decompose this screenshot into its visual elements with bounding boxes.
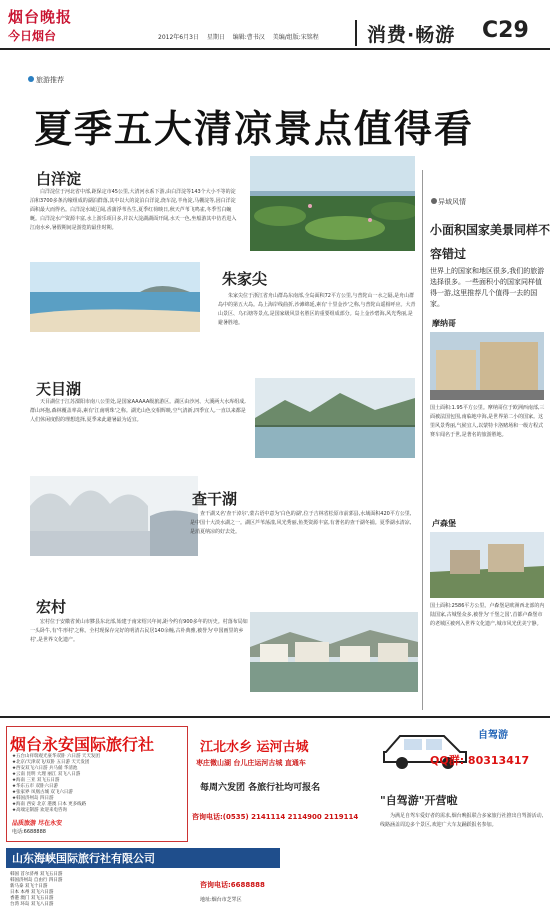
column-lead: 世界上的国家和地区很多,我们的旅游选择很多。一些面积小的国家同样值得一游,这里推荐几个值得一去的国家。 — [430, 267, 545, 308]
subhead-monaco: 摩纳哥 — [432, 319, 456, 328]
ad-route: 韩国济州岛 自由行 四日游 — [10, 878, 63, 883]
ad-route: ★五台山祥瑞观光豪华双卧 六日游 天天发团 — [12, 754, 100, 759]
column-divider — [422, 170, 423, 710]
ad-route: ★海南 三亚 双飞五日游 — [12, 778, 60, 783]
ad-route: ★海南 西安 北京 港澳 日本 更多线路 — [12, 802, 87, 807]
issue-weekday: 星期日 — [206, 34, 225, 41]
ad-route-list — [12, 754, 184, 814]
ad-route: 新马泰 双飞十日游 — [10, 884, 48, 889]
page-number: C29 — [482, 18, 529, 43]
spot-title: 朱家尖 — [222, 270, 268, 288]
spot-title: 宏村 — [36, 598, 67, 616]
designer: 美编/组版:宋铭程 — [272, 34, 319, 41]
ad-slogan: 品质旅游 尽在永安 — [12, 820, 63, 827]
spot-title: 查干湖 — [192, 490, 238, 508]
ad-route-list — [10, 872, 190, 908]
frosted-trees-photo — [30, 476, 198, 556]
ad-phone: 咨询电话:(0535) 2141114 2114900 2119114 — [192, 813, 359, 821]
ancient-village-photo — [250, 612, 418, 692]
ad-route: ★韩国济州岛 四日游 — [12, 796, 54, 801]
luxembourg-photo — [430, 532, 544, 598]
monaco-caption: 国土面积:1.95平方公里。摩纳哥位于欧洲西南部,三面被法国包围,南临地中海,是世界第二小的国家。这里风景秀丽,气候宜人,以蒙特卡洛赌场和一级方程式赛车闻名于世,是著名的旅游胜地。 — [430, 405, 545, 438]
self-drive-logo: 自驾游 — [478, 730, 508, 741]
newspaper-logo: 烟台晚报 — [8, 8, 73, 26]
ad-phone: 咨询电话:6688888 — [200, 881, 265, 889]
ad-route: ★张家界 凤凰古城 双飞六日游 — [12, 790, 73, 795]
ad-route: 日本 本州 双飞六日游 — [10, 890, 54, 895]
page-meta — [158, 32, 325, 41]
ad-phone: 电话:6688888 — [12, 829, 46, 835]
spot-body: 查干湖又名'查干淖尔',蒙古语中意为'白色的湖',位于吉林省松原市前郭县,水域面积420平方公里,是中国十大淡水湖之一。湖区芦苇荡漾,风光秀丽,鱼类资源丰富,有著名的查干湖冬捕。夏季湖水清凉,是消夏纳凉的好去处。 — [190, 511, 412, 535]
kicker-dot-icon — [431, 198, 437, 204]
ad-title: 江北水乡 运河古城 — [200, 740, 309, 755]
ad-title: 烟台永安国际旅行社 — [10, 735, 155, 754]
ad-title: 山东海峡国际旅行社有限公司 — [12, 852, 155, 865]
monaco-photo — [430, 332, 544, 400]
spot-title: 天目湖 — [36, 380, 82, 398]
subhead-luxembourg: 卢森堡 — [432, 519, 456, 528]
ad-subtitle: 枣庄微山湖 台儿庄运河古城 直通车 — [196, 759, 306, 767]
spot-title: 白洋淀 — [36, 170, 82, 188]
article-headline: 夏季五大清凉景点值得看 — [34, 107, 475, 151]
column-kicker: 异域风情 — [438, 198, 466, 206]
beach-photo — [30, 262, 200, 332]
issue-date: 2012年6月3日 — [158, 34, 199, 41]
spot-body: 朱家尖位于浙江省舟山群岛东南部,全岛面积72平方公里,与普陀山一水之隔,是舟山群岛中的第五大岛。岛上海岸线曲折,沙滩绵延,素有'十里金沙'之称,与普陀山遥相呼应。大青山景区、乌石塘等景点,是国家级风景名胜区的重要组成部分。岛上金沙碧海,风光秀丽,是避暑胜地。 — [218, 293, 416, 326]
ad-route: ★西安双飞六日游 兵马俑 华清池 — [12, 766, 78, 771]
ad-route: ★云南 昆明 大理 丽江 双飞八日游 — [12, 772, 81, 777]
header-divider — [355, 20, 357, 46]
luxembourg-caption: 国土面积:2586平方公里。卢森堡是欧洲西北部的内陆国家,古城堡众多,被誉为'千堡之国',首都卢森堡市的老城区被列入世界文化遗产,城市风光优美宁静。 — [430, 603, 545, 627]
editor: 编辑:曹书汉 — [232, 34, 265, 41]
ad-route: 香港 澳门 双飞五日游 — [10, 896, 54, 901]
ad-address: 地址:烟台市芝罘区 — [200, 897, 242, 903]
lotus-lake-photo — [250, 156, 415, 251]
ad-route: 韩国 首尔济州 双飞五日游 — [10, 872, 63, 877]
bottom-article-title: "自驾游"开营啦 — [380, 794, 458, 807]
section-title: 消费·畅游 — [367, 24, 456, 46]
header-rule — [0, 48, 550, 50]
bottom-article-body: 为满足自驾车爱好者的需求,烟台晚报联合多家旅行社推出自驾游活动,线路涵盖周边多个景区,欢迎广大车友踊跃报名参加。 — [380, 813, 544, 828]
mountain-lake-photo — [255, 378, 415, 458]
qq-group: QQ群: 80313417 — [430, 754, 530, 767]
kicker-dot-icon — [28, 76, 34, 82]
column-title: 小面积国家美景同样不容错过 — [430, 223, 550, 261]
spot-body: 白洋淀位于河北省中部,距保定市45公里,大清河水系下游,由白洋淀等143个大小不等的淀泊和3700多条沟壕组成的湖泊群落,其中以大的淀泊白洋淀,烧车淀,羊角淀,马棚淀等,因白洋淀面积最大而得名。白洋淀水域辽阔,香蒲浮苇丛生,夏季红荷映日,秋天芦苇飞鸣雀,冬季雪白蜿蜒。白洋淀水产资源丰富,水上游乐项目多,并以大淀湖湖面开阔,水天一色,坐船游其中仿若进入江南水乡,暑假期间是游览的最佳时期。 — [30, 189, 237, 231]
spot-body: 宏村位于安徽省黄山市黟县东北部,始建于南宋绍兴年间,距今约有900多年的历史。村落布局如一头卧牛,有'牛形村'之称。全村现保存完好的明清古民居140余幢,古朴典雅,被誉为'中国画里的乡村',是世界文化遗产。 — [30, 619, 248, 643]
ad-route: 台湾 环岛 双飞八日游 — [10, 902, 54, 907]
article-kicker: 旅游推荐 — [36, 76, 64, 84]
ad-route: ★高端定制游 欢迎来电咨询 — [12, 808, 67, 813]
section-tag: 今日烟台 — [8, 29, 57, 43]
ad-schedule: 每周六发团 各旅行社均可报名 — [200, 783, 321, 793]
ad-route: ★华东五市 双卧六日游 — [12, 784, 58, 789]
spot-body: 天目湖位于江苏溧阳市南八公里处,是国家AAAAA级旅游区。湖区由沙河、大溪两大水库组成,群山环抱,森林覆盖率高,素有'江南明珠'之称。湖光山色交相辉映,空气清新,四季宜人,一直以来都是人们休闲度假的理想选择,夏季来此避暑最为适宜。 — [30, 399, 246, 423]
ad-route: ★北京/天津双飞/双卧 五日游 天天发团 — [12, 760, 90, 765]
